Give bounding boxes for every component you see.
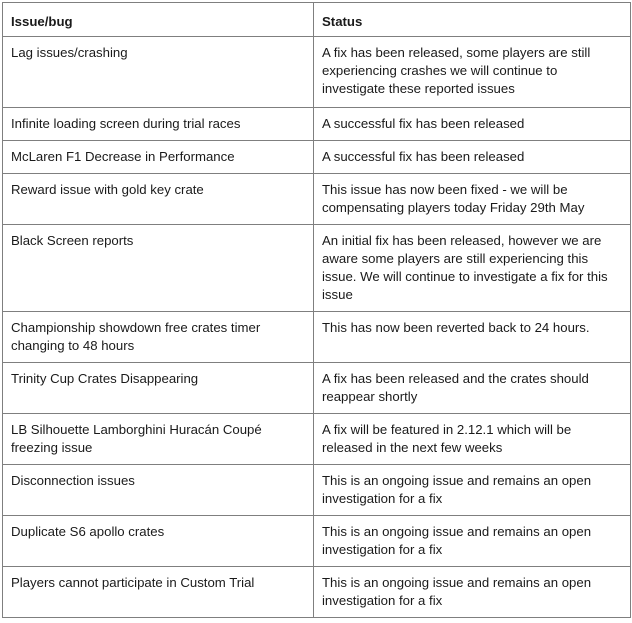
issue-cell: Duplicate S6 apollo crates xyxy=(3,516,314,567)
table-row xyxy=(3,312,631,363)
table-row xyxy=(3,414,631,465)
issue-cell: Infinite loading screen during trial races xyxy=(3,108,314,141)
issue-cell: Trinity Cup Crates Disappearing xyxy=(3,363,314,414)
status-cell: A successful fix has been released xyxy=(314,141,631,174)
status-cell: An initial fix has been released, however we are aware some players are still experiencing this issue. We will continue to investigate a fix for this issue xyxy=(314,225,631,312)
status-cell: This is an ongoing issue and remains an open investigation for a fix xyxy=(314,465,631,516)
issue-cell: Reward issue with gold key crate xyxy=(3,174,314,225)
header-issue: Issue/bug xyxy=(3,3,314,37)
table-row xyxy=(3,108,631,141)
header-status: Status xyxy=(314,3,631,37)
status-cell: This issue has now been fixed - we will be compensating players today Friday 29th May xyxy=(314,174,631,225)
issue-cell: Players cannot participate in Custom Trial xyxy=(3,567,314,618)
table-row xyxy=(3,141,631,174)
table-row xyxy=(3,465,631,516)
table-row xyxy=(3,516,631,567)
issue-status-table xyxy=(2,2,631,618)
status-cell: This is an ongoing issue and remains an open investigation for a fix xyxy=(314,567,631,618)
status-cell: A successful fix has been released xyxy=(314,108,631,141)
status-cell: This has now been reverted back to 24 hours. xyxy=(314,312,631,363)
issue-cell: McLaren F1 Decrease in Performance xyxy=(3,141,314,174)
issue-cell: Championship showdown free crates timer changing to 48 hours xyxy=(3,312,314,363)
issue-cell: Lag issues/crashing xyxy=(3,37,314,108)
table-row xyxy=(3,225,631,312)
table-row xyxy=(3,363,631,414)
issue-cell: Disconnection issues xyxy=(3,465,314,516)
header-row xyxy=(3,3,631,37)
status-cell: This is an ongoing issue and remains an open investigation for a fix xyxy=(314,516,631,567)
table-row xyxy=(3,567,631,618)
status-cell: A fix has been released, some players are still experiencing crashes we will continue to investigate these reported issues xyxy=(314,37,631,108)
table-row xyxy=(3,174,631,225)
status-cell: A fix will be featured in 2.12.1 which will be released in the next few weeks xyxy=(314,414,631,465)
issue-cell: Black Screen reports xyxy=(3,225,314,312)
issue-cell: LB Silhouette Lamborghini Huracán Coupé freezing issue xyxy=(3,414,314,465)
table-row xyxy=(3,37,631,108)
status-cell: A fix has been released and the crates should reappear shortly xyxy=(314,363,631,414)
